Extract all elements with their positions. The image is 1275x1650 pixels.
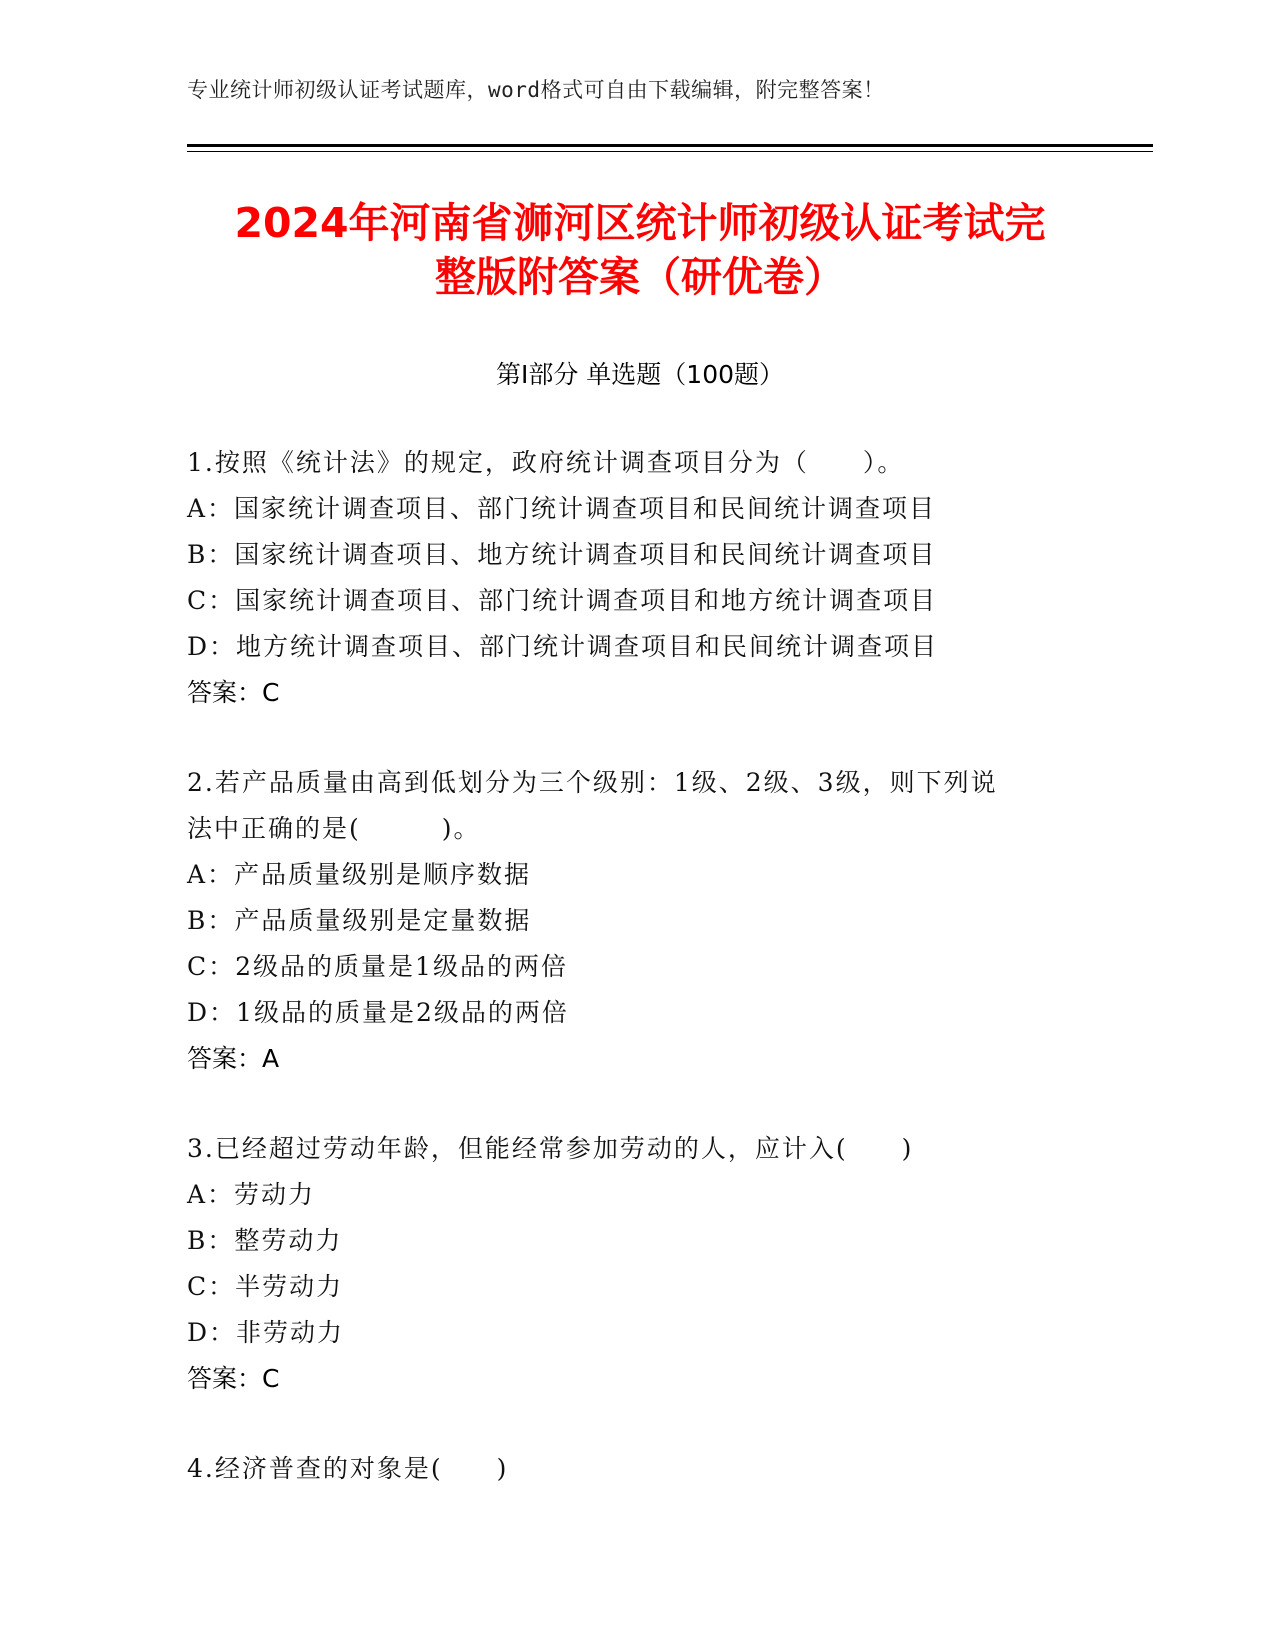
header-note: 专业统计师初级认证考试题库，word格式可自由下载编辑，附完整答案！	[187, 78, 885, 102]
option-c: C：半劳动力	[187, 1272, 344, 1301]
document-title	[160, 196, 1120, 304]
question-stem-continued: 法中正确的是( )。	[187, 814, 481, 843]
option-b: B：国家统计调查项目、地方统计调查项目和民间统计调查项目	[187, 540, 937, 569]
option-d: D：1级品的质量是2级品的两倍	[187, 998, 569, 1027]
answer: 答案：C	[187, 678, 280, 707]
option-a: A：产品质量级别是顺序数据	[187, 860, 532, 889]
option-b: B：产品质量级别是定量数据	[187, 906, 532, 935]
option-d: D：非劳动力	[187, 1318, 345, 1347]
title-line-2: 整版附答案（研优卷）	[435, 253, 845, 301]
question-stem: 1.按照《统计法》的规定，政府统计调查项目分为（ ）。	[187, 448, 905, 477]
header-rule-thick	[187, 144, 1153, 147]
option-b: B：整劳动力	[187, 1226, 343, 1255]
answer: 答案：C	[187, 1364, 280, 1393]
question-list	[187, 440, 1087, 1492]
question-stem: 4.经济普查的对象是( )	[187, 1454, 509, 1483]
section-heading: 第Ⅰ部分 单选题（100题）	[495, 360, 785, 389]
question-1	[187, 440, 1087, 716]
question-3	[187, 1126, 1087, 1402]
question-4	[187, 1446, 1087, 1492]
header-rule-thin	[187, 151, 1153, 152]
option-d: D：地方统计调查项目、部门统计调查项目和民间统计调查项目	[187, 632, 939, 661]
question-stem: 2.若产品质量由高到低划分为三个级别：1级、2级、3级，则下列说	[187, 768, 998, 797]
option-c: C：国家统计调查项目、部门统计调查项目和地方统计调查项目	[187, 586, 938, 615]
option-a: A：劳动力	[187, 1180, 316, 1209]
question-2	[187, 760, 1087, 1082]
question-stem: 3.已经超过劳动年龄，但能经常参加劳动的人，应计入( )	[187, 1134, 914, 1163]
option-c: C：2级品的质量是1级品的两倍	[187, 952, 568, 981]
answer: 答案：A	[187, 1044, 280, 1073]
title-line-1: 2024年河南省浉河区统计师初级认证考试完	[234, 199, 1046, 247]
option-a: A：国家统计调查项目、部门统计调查项目和民间统计调查项目	[187, 494, 937, 523]
